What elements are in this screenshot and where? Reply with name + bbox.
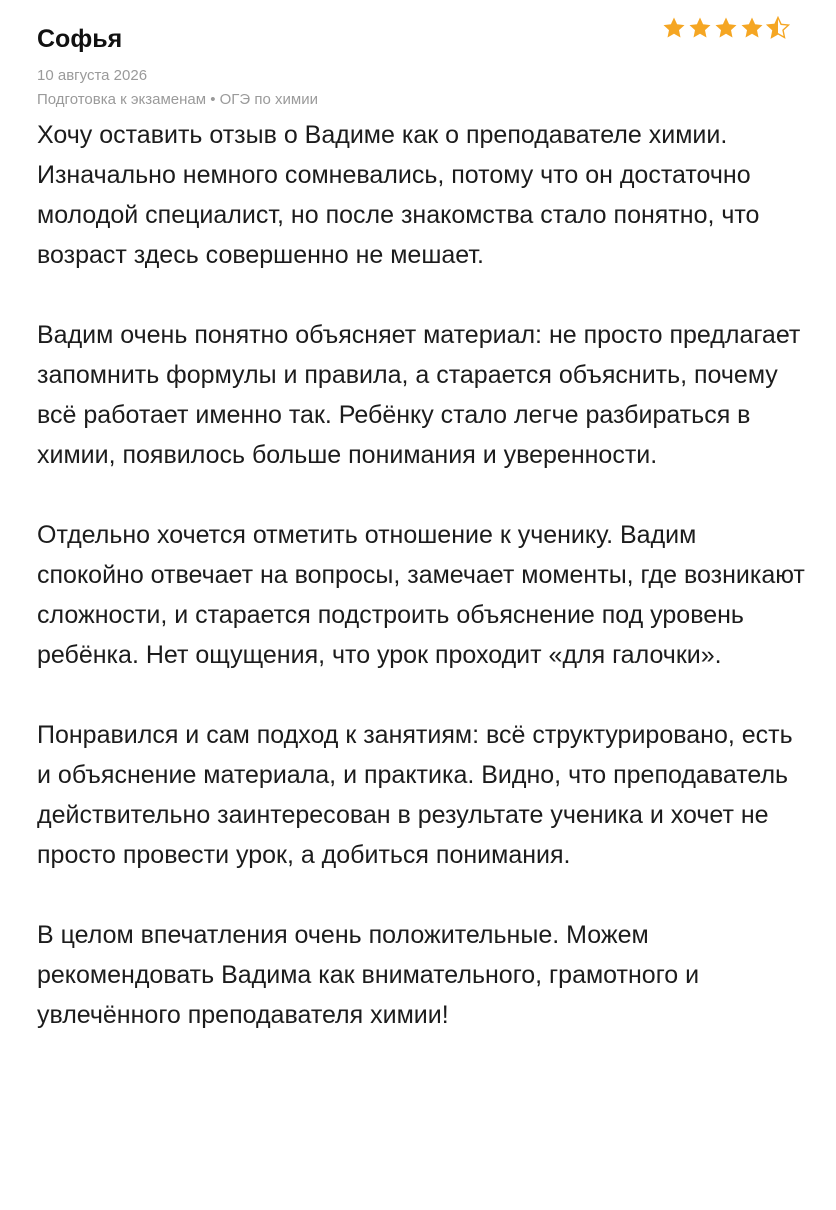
star-rating xyxy=(662,16,790,40)
review-paragraph: В целом впечатления очень положительные. Можем рекомендовать Вадима как внимательного, грамотного и увлечённого преподавателя химии! xyxy=(37,921,700,1029)
review-paragraph: Вадим очень понятно объясняет материал: не просто предлагает запомнить формулы и правила, а старается объяснить, почему всё работает именно так. Ребёнку стало легче разбираться в химии, появилось больше понимания и уверенности. xyxy=(37,321,801,469)
review-paragraph: Понравился и сам подход к занятиям: всё структурировано, есть и объяснение материала, и практика. Видно, что преподаватель действительно заинтересован в результате ученика и хочет не просто провести урок, а добиться понимания. xyxy=(37,721,793,869)
review-paragraph: Хочу оставить отзыв о Вадиме как о преподавателе химии. Изначально немного сомневались, потому что он достаточно молодой специалист, но после знакомства стало понятно, что возраст здесь совершенно не мешает. xyxy=(37,121,760,269)
star-icon xyxy=(714,16,738,40)
review-date: 10 августа 2026 xyxy=(37,67,148,84)
review-text xyxy=(37,115,807,1035)
star-icon xyxy=(688,16,712,40)
author-name: Софья xyxy=(37,25,123,53)
half-star-icon xyxy=(766,16,790,40)
star-icon xyxy=(662,16,686,40)
review-category: Подготовка к экзаменам • ОГЭ по химии xyxy=(37,91,318,108)
review-paragraph: Отдельно хочется отметить отношение к ученику. Вадим спокойно отвечает на вопросы, замечает моменты, где возникают сложности, и старается подстроить объяснение под уровень ребёнка. Нет ощущения, что урок проходит «для галочки». xyxy=(37,521,805,669)
star-icon xyxy=(740,16,764,40)
